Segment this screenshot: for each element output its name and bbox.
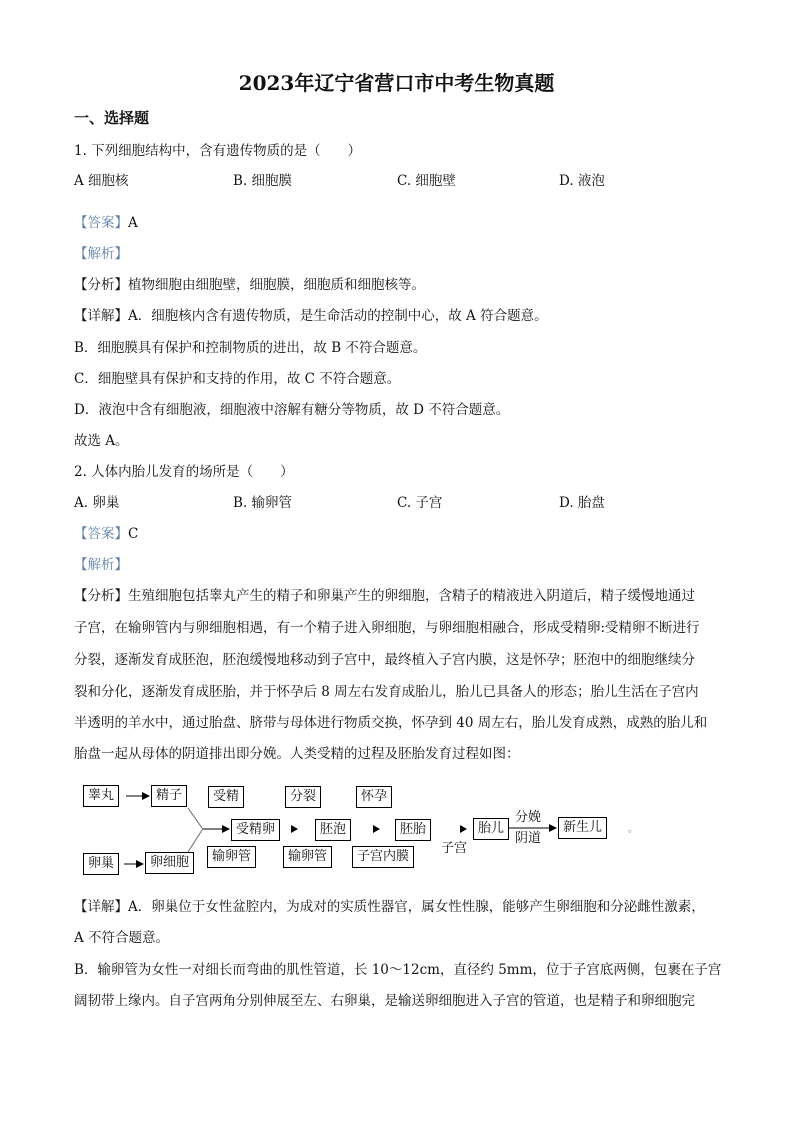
q2-xiangjie-line-2: A 不符合题意。 [74,930,170,946]
box-zygote: 受精卵 [231,819,280,841]
question-1-stem: 1. 下列细胞结构中，含有遗传物质的是（ ） [74,143,362,159]
q2-option-c: C. 子宫 [397,495,443,511]
box-pregnancy: 怀孕 [356,786,392,808]
q2-fenxi-line-6: 胎盘一起从母体的阴道排出即分娩。人类受精的过程及胚胎发育过程如图： [74,746,520,762]
end-mark: 。 [628,824,638,835]
box-ovary: 卵巢 [83,853,119,875]
q2-fenxi-line-5: 半透明的羊水中，通过胎盘、脐带与母体进行物质交换，怀孕到 40 周左右，胎儿发育成熟，成熟的胎儿和 [74,715,708,731]
q1-option-c: C. 细胞壁 [397,173,456,189]
box-division: 分裂 [285,786,321,808]
q2-xiangjie-line-1: 【详解】A．卵巢位于女性盆腔内，为成对的实质性器官，属女性性腺，能够产生卵细胞和分泌雌性激素， [74,899,705,915]
q1-detail-b: B．细胞膜具有保护和控制物质的进出，故 B 不符合题意。 [74,340,427,356]
label-delivery: 分娩 [515,810,542,825]
q2-option-b: B. 输卵管 [233,495,293,511]
box-egg: 卵细胞 [145,852,194,874]
answer-value: A [128,215,138,231]
answer-value: C [128,526,139,542]
q2-fenxi-line-2: 子宫，在输卵管内与卵细胞相遇，有一个精子进入卵细胞，与卵细胞相融合，形成受精卵:受精卵不断进行 [74,620,700,636]
q1-xiangjie: 【详解】A．细胞核内含有遗传物质，是生命活动的控制中心，故 A 符合题意。 [74,308,548,324]
box-blastocyst: 胚泡 [315,819,351,841]
box-fertilization: 受精 [208,786,244,808]
q1-analysis-tag: 【解析】 [74,246,128,262]
q2-fenxi-line-1: 【分析】生殖细胞包括睾丸产生的精子和卵巢产生的卵细胞，含精子的精液进入阴道后，精子缓慢地通过 [74,588,695,604]
q2-option-a: A. 卵巢 [74,495,120,511]
box-testis: 睾丸 [83,785,119,807]
page-title: 2023年辽宁省营口市中考生物真题 [238,71,555,95]
answer-tag: 【答案】 [74,215,128,231]
q2-fenxi-line-3: 分裂，逐渐发育成胚泡，胚泡缓慢地移动到子宫中，最终植入子宫内膜，这是怀孕；胚泡中的细胞继续分 [74,652,695,668]
label-vagina: 阴道 [515,831,542,846]
q1-fenxi: 【分析】植物细胞由细胞壁，细胞膜，细胞质和细胞核等。 [74,277,425,293]
box-oviduct-1: 输卵管 [207,846,256,868]
q1-answer [74,214,138,232]
q2-xiangjie-line-3: B．输卵管为女性一对细长而弯曲的肌性管道，长 10～12cm，直径约 5mm，位于子宫底两侧，包裹在子宫 [74,962,722,978]
q2-xiangjie-line-4: 阔韧带上缘内。自子宫两角分别伸展至左、右卵巢，是输送卵细胞进入子宫的管道，也是精子和卵细胞完 [74,993,695,1009]
section-heading: 一、选择题 [74,109,150,127]
q2-answer [74,525,138,543]
answer-tag: 【答案】 [74,526,128,542]
q2-fenxi-line-4: 裂和分化，逐渐发育成胚胎，并于怀孕后 8 周左右发育成胎儿，胎儿已具备人的形态；胎儿生活在子宫内 [74,684,699,700]
q2-option-d: D. 胎盘 [559,495,605,511]
box-endometrium: 子宫内膜 [352,846,414,868]
q1-conclusion: 故选 A。 [74,433,129,449]
box-oviduct-2: 输卵管 [283,846,332,868]
question-2-stem: 2. 人体内胎儿发育的场所是（ ） [74,464,294,480]
q2-analysis-tag: 【解析】 [74,557,128,573]
q1-detail-d: D．液泡中含有细胞液，细胞液中溶解有糖分等物质，故 D 不符合题意。 [74,402,510,418]
q1-option-d: D. 液泡 [559,173,605,189]
box-fetus: 胎儿 [473,818,509,840]
box-sperm: 精子 [151,785,187,807]
box-embryo: 胚胎 [395,819,431,841]
q1-option-a: A 细胞核 [74,173,129,189]
q1-option-b: B. 细胞膜 [233,173,293,189]
box-newborn: 新生儿 [558,817,607,839]
q1-detail-c: C．细胞壁具有保护和支持的作用，故 C 不符合题意。 [74,371,401,387]
label-uterus: 子宫 [441,841,468,856]
